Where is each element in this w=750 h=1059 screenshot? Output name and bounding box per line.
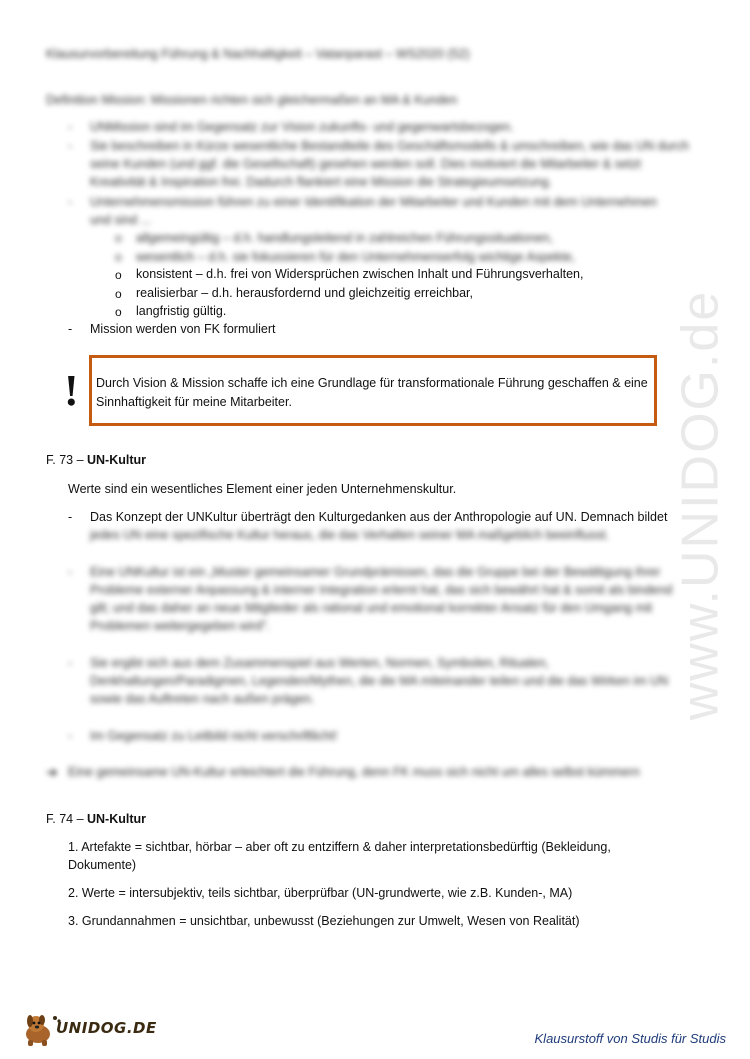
bullet-dash: - [68,510,73,524]
culture-bullet-4: Im Gegensatz zu Leitbild nicht verschriftlicht! [90,729,338,743]
callout-text [96,374,656,412]
watermark-text: www.UNIDOG.de [671,289,729,721]
mission-sub-3: konsistent – d.h. frei von Widersprüchen zwischen Inhalt und Führungsverhalten, [136,267,584,281]
callout-text-line-2: Sinnhaftigkeit für meine Mitarbeiter. [96,395,292,409]
mission-sub-4: realisierbar – d.h. herausfordernd und gleichzeitig erreichbar, [136,286,473,300]
culture-bullet-1-line-1: Das Konzept der UNKultur überträgt den Kulturgedanken aus der Anthropologie auf UN. Demnach bildet [90,510,668,524]
mission-bullet-2-line-2: seine Kunden (und ggf. die Gesellschaft) gesehen werden soll. Dies motiviert die Mitarbeiter & setzt [90,157,641,171]
sub-bullet-marker: o [115,231,122,245]
section-74-item-1-line-1: 1. Artefakte = sichtbar, hörbar – aber oft zu entziffern & daher interpretationsbedürftig (Bekleidung, [68,840,611,854]
sub-bullet-marker: o [115,287,122,301]
section-74-item-2: 2. Werte = intersubjektiv, teils sichtbar, überprüfbar (UN-grundwerte, wie z.B. Kunden-, MA) [68,886,573,900]
mission-bullet-2-line-3: Kreativität & Inspiration frei. Dadurch flankiert eine Mission die Strategieumsetzung. [90,175,553,189]
culture-bullet-3-line-1: Sie ergibt sich aus dem Zusammenspiel aus Werten, Normen, Symbolen, Ritualen, [90,656,550,670]
bullet-dash: - [68,656,73,670]
mission-bullet-1: UNMission sind im Gegensatz zur Vision zukunfts- und gegenwartsbezogen. [90,120,514,134]
mission-bullet-2-line-1: Sie beschreiben in Kürze wesentliche Bestandteile des Geschäftsmodells & umschreiben, wie das UN durch [90,139,689,153]
bullet-dash: - [68,565,73,579]
sub-bullet-marker: o [115,305,122,319]
sub-bullet-marker: o [115,268,122,282]
section-74-item-3: 3. Grundannahmen = unsichtbar, unbewusst (Beziehungen zur Umwelt, Wesen von Realität) [68,914,580,928]
mission-bullet-3-line-2: und sind ... [90,213,152,227]
sub-bullet-marker: o [115,250,122,264]
culture-bullet-3-line-2: Denkhaltungen/Paradigmen, Legenden/Mythen, die die MA miteinander teilen und die das Wirken im UN [90,674,669,688]
culture-bullet-2-line-1: Eine UNKultur ist ein „Muster gemeinsamer Grundprämissen, das die Gruppe bei der Bewältigung ihrer [90,565,661,579]
bullet-dash: - [68,139,73,153]
callout-text-line-1: Durch Vision & Mission schaffe ich eine Grundlage für transformationale Führung geschaffen & eine [96,376,648,390]
logo-text: UNIDOG.DE [56,1019,157,1037]
mission-sub-1: allgemeingültig – d.h. handlungsleitend in zahlreichen Führungssituationen, [136,231,553,245]
section-74-heading [46,810,146,828]
section-73-title: UN-Kultur [87,453,147,467]
culture-bullet-3-line-3: sowie das Auftreten nach außen prägen. [90,692,315,706]
watermark [670,270,730,740]
culture-bullet-2-line-2: Probleme externer Anpassung & interner Integration erlernt hat, das sich bewährt hat & somit als bindend [90,583,673,597]
bullet-dash: - [68,729,73,743]
section-74-item-1-line-2: Dokumente) [68,858,137,872]
mission-bullet-4: Mission werden von FK formuliert [90,322,276,336]
callout-box [89,355,657,426]
mission-sub-5: langfristig gültig. [136,304,227,318]
bullet-dash: - [68,195,73,209]
section-73-prefix: F. 73 – [46,453,87,467]
section-73-heading [46,451,146,469]
section-74-title: UN-Kultur [87,812,147,826]
section-73-intro: Werte sind ein wesentliches Element einer jeden Unternehmenskultur. [68,482,457,496]
bullet-dash: - [68,322,73,336]
document-title: Klausurvorbereitung Führung & Nachhaltigkeit – Vatanparast – WS2020 (52) [46,47,470,61]
exclamation-icon: ! [64,366,79,415]
culture-bullet-2-line-3: gilt; und das daher an neue Mitglieder als rational und emotional korrekter Ansatz für den Umgang mit [90,601,653,615]
mission-bullet-3-line-1: Unternehmensmission führen zu einer Identifikation der Mitarbeiter und Kunden mit dem Unternehmen [90,195,657,209]
mission-definition: Definition Mission: Missionen richten sich gleichermaßen an MA & Kunden [46,93,458,107]
footer-tagline: Klausurstoff von Studis für Studis [534,1031,726,1046]
section-74-prefix: F. 74 – [46,812,87,826]
culture-conclusion: Eine gemeinsame UN-Kultur erleichtert die Führung, denn FK muss sich nicht um alles selbst kümmern [68,765,640,779]
culture-bullet-2-line-4: Problemen weitergegeben wird". [90,619,271,633]
arrow-icon: ➜ [46,764,58,780]
mission-sub-2: wesentlich – d.h. sie fokussieren für den Unternehmenserfolg wichtige Aspekte, [136,250,576,264]
unidog-logo [22,1012,157,1048]
culture-bullet-1-line-2: jedes UN eine spezifische Kultur heraus, die das Verhalten seiner MA maßgeblich beeinflusst. [90,528,610,542]
bullet-dash: - [68,120,73,134]
